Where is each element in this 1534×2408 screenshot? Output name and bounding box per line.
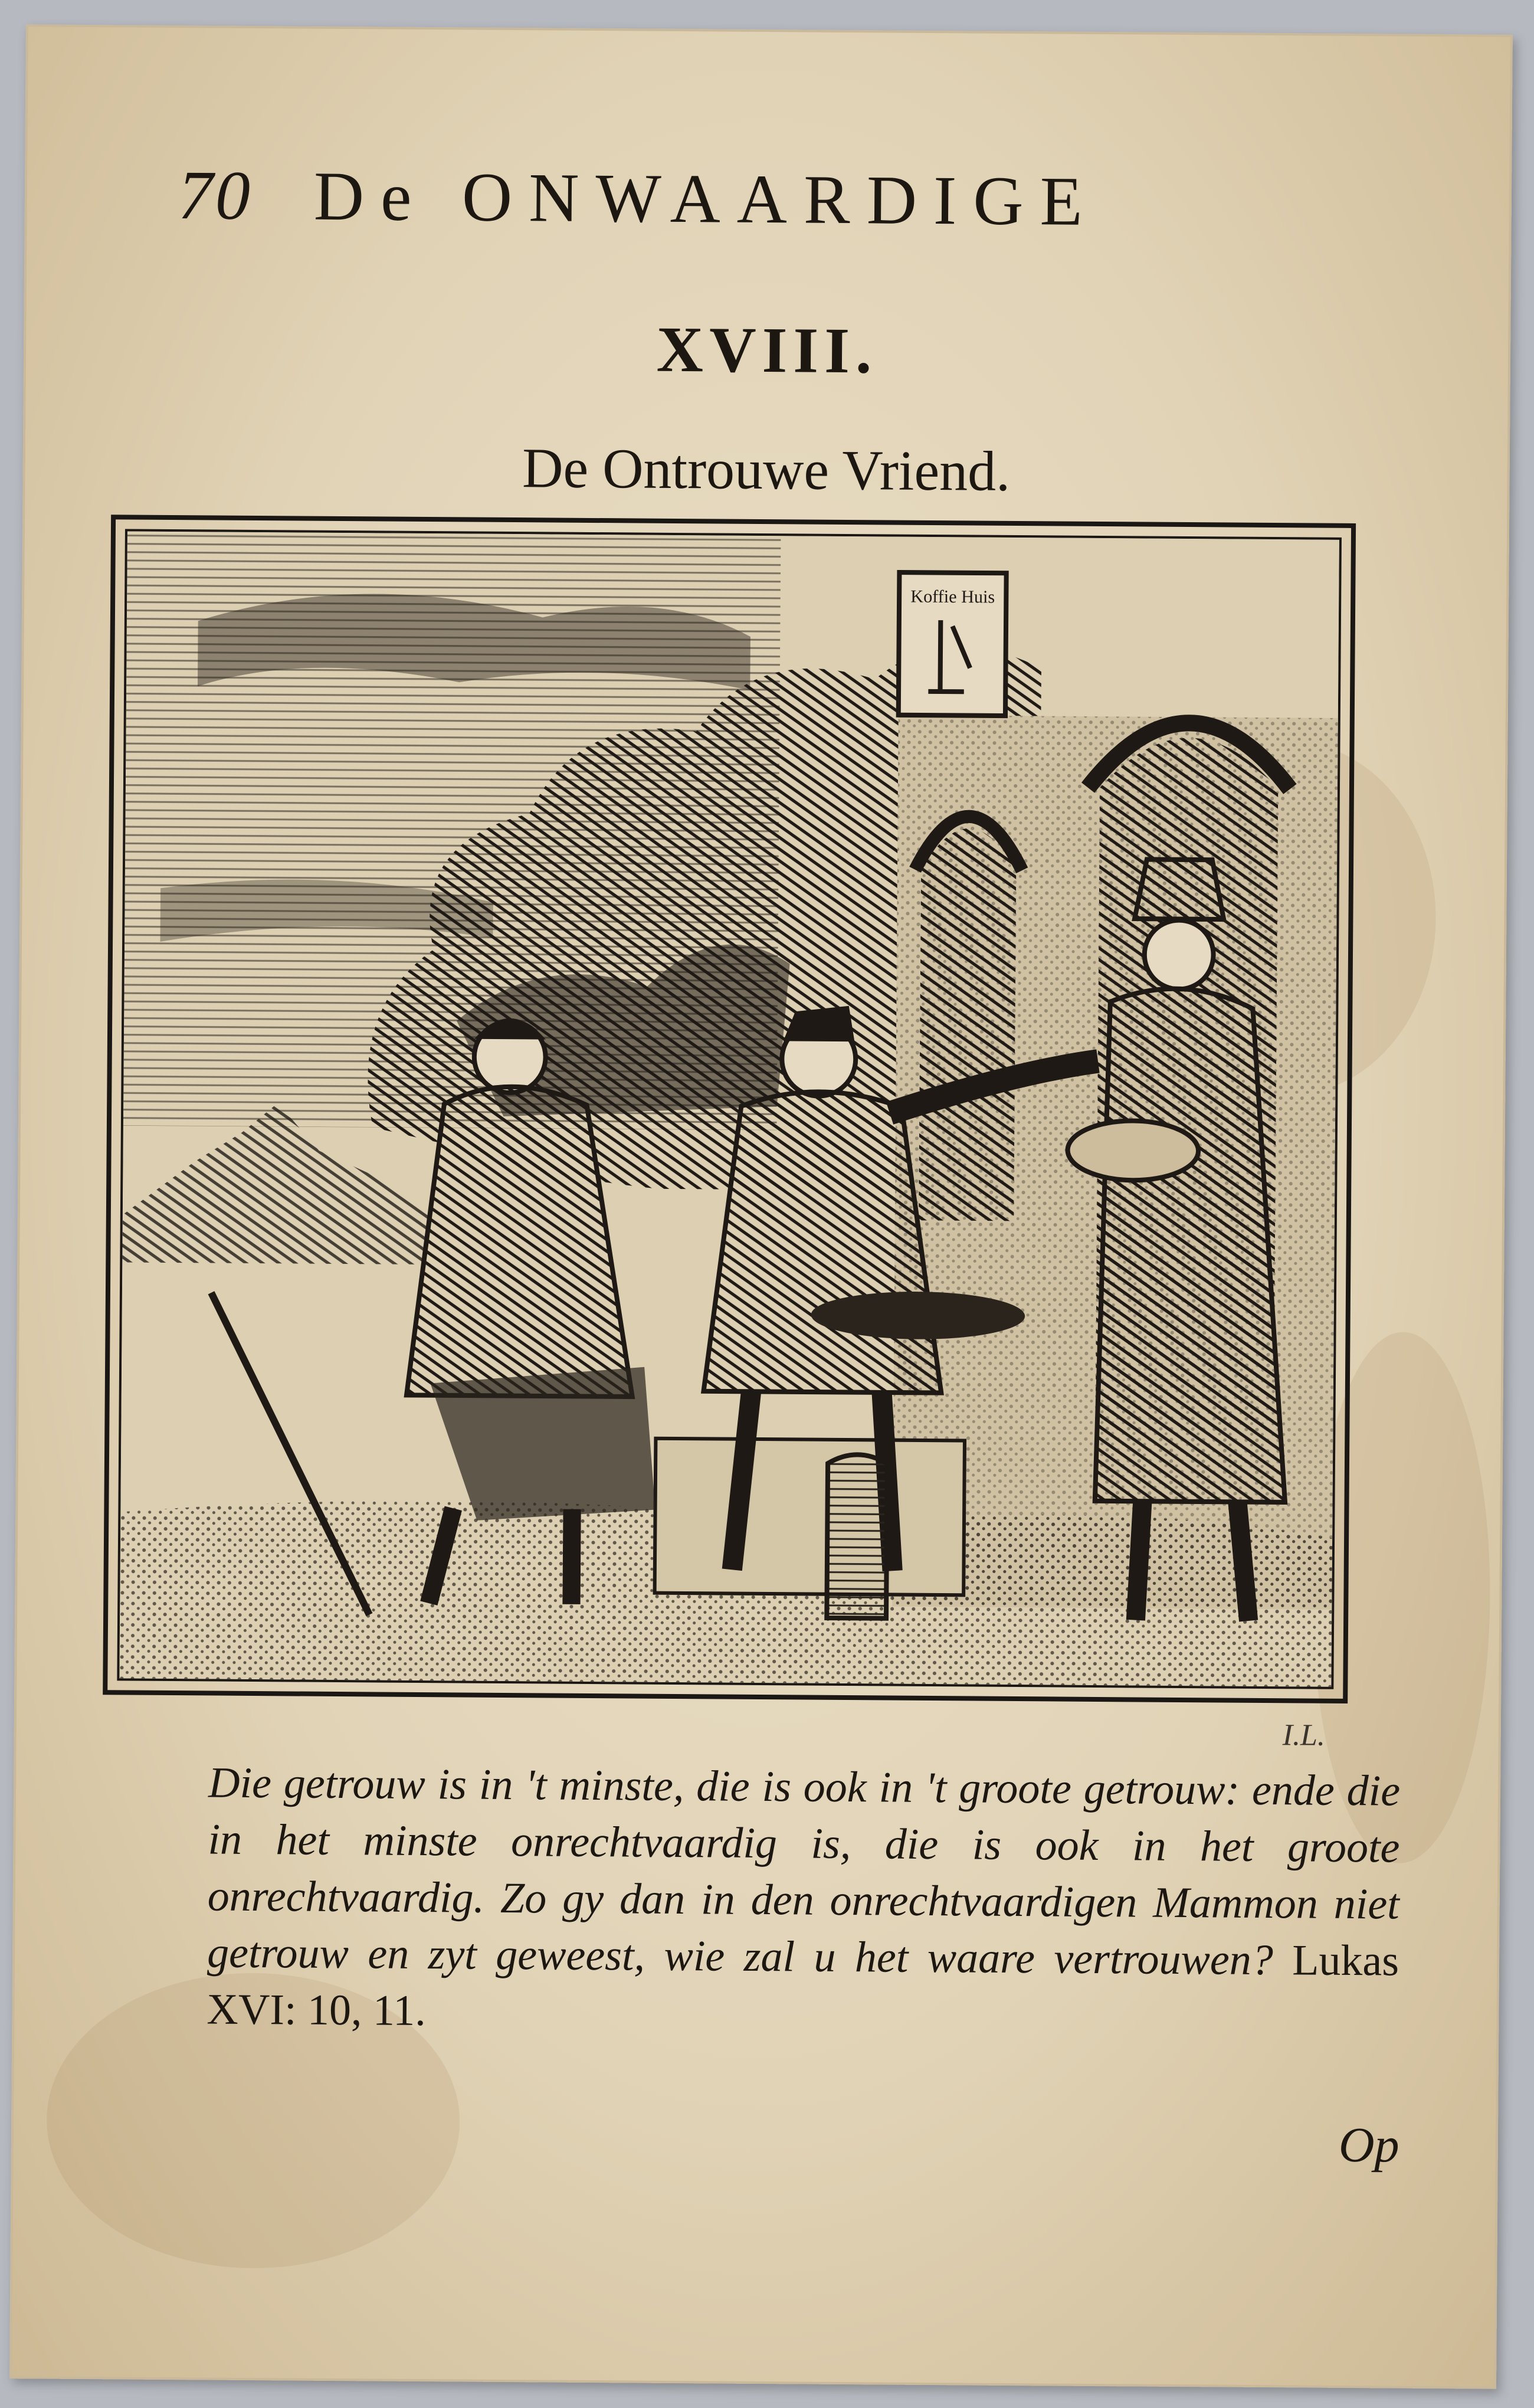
engraving-frame [103, 515, 1356, 1703]
running-title: De ONWAARDIGE [313, 157, 1100, 240]
scripture-passage [206, 1754, 1400, 2046]
book-page [9, 24, 1513, 2389]
sign-text: Koffie Huis [910, 586, 995, 607]
catchword: Op [1338, 2117, 1399, 2173]
engraving-illustration [117, 529, 1342, 1689]
scripture-reference: Lukas XVI: 10, 11. [206, 1936, 1399, 2036]
scripture-text: Die getrouw is in 't minste, die is ook in 't groote getrouw: ende die in het minste onrechtvaardig is, die is ook in het groote onrechtvaardig. Zo gy dan in den onrechtvaardigen Mammon niet getrouw en zyt geweest, wie zal u het waare vertrouwen? [206, 1758, 1401, 1985]
chapter-subtitle: De Ontrouwe Vriend. [522, 436, 1011, 503]
engraver-monogram: I.L. [1282, 1718, 1326, 1752]
chapter-number: XVIII. [656, 313, 878, 387]
page-number: 70 [178, 156, 253, 234]
running-head [178, 155, 1240, 243]
